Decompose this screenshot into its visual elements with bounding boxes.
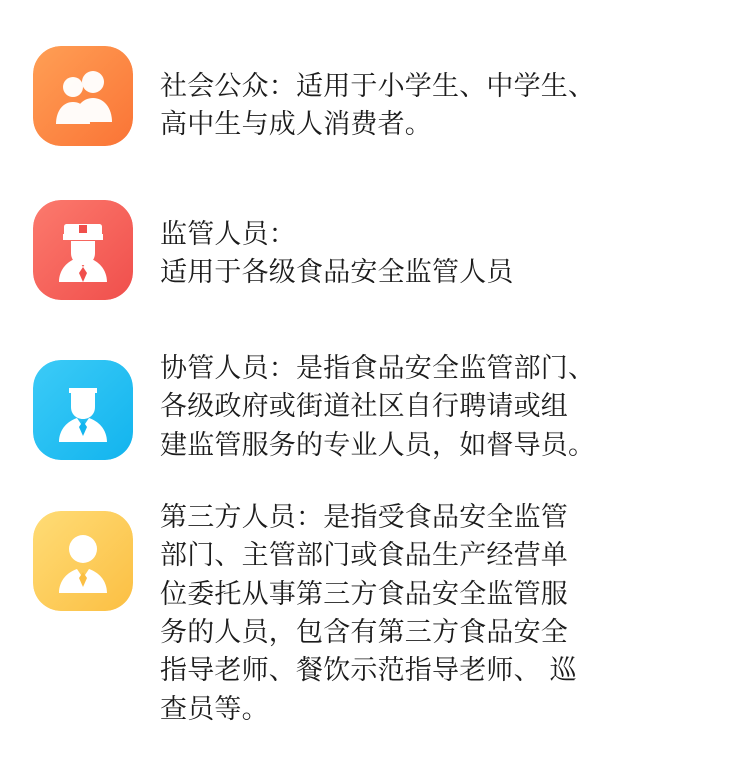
list-item [30,346,704,465]
list-item-text: 第三方人员：是指受食品安全监管 部门、主管部门或食品生产经营单 位委托从事第三方食品安全监管服 务的人员，包含有第三方食品安全 指导老师、餐饮示范指导老师、 巡 查员等。 [160,501,577,725]
icon-container [30,46,136,146]
list-item [30,499,704,729]
list-item [30,46,704,146]
third-party-staff-icon [33,511,133,611]
list-item-text: 协管人员：是指食品安全监管部门、 各级政府或街道社区自行聘请或组 建监管服务的专业人员，如督导员。 [160,353,596,461]
list-item-text: 监管人员： 适用于各级食品安全监管人员 [160,219,514,289]
icon-container [30,499,136,611]
public-crowd-icon [33,46,133,146]
list-item [30,200,704,300]
icon-container [30,200,136,300]
list-item-text: 社会公众：适用于小学生、中学生、 高中生与成人消费者。 [160,71,596,141]
supervisor-officer-icon [33,200,133,300]
assistant-inspector-icon [33,360,133,460]
icon-container [30,346,136,460]
